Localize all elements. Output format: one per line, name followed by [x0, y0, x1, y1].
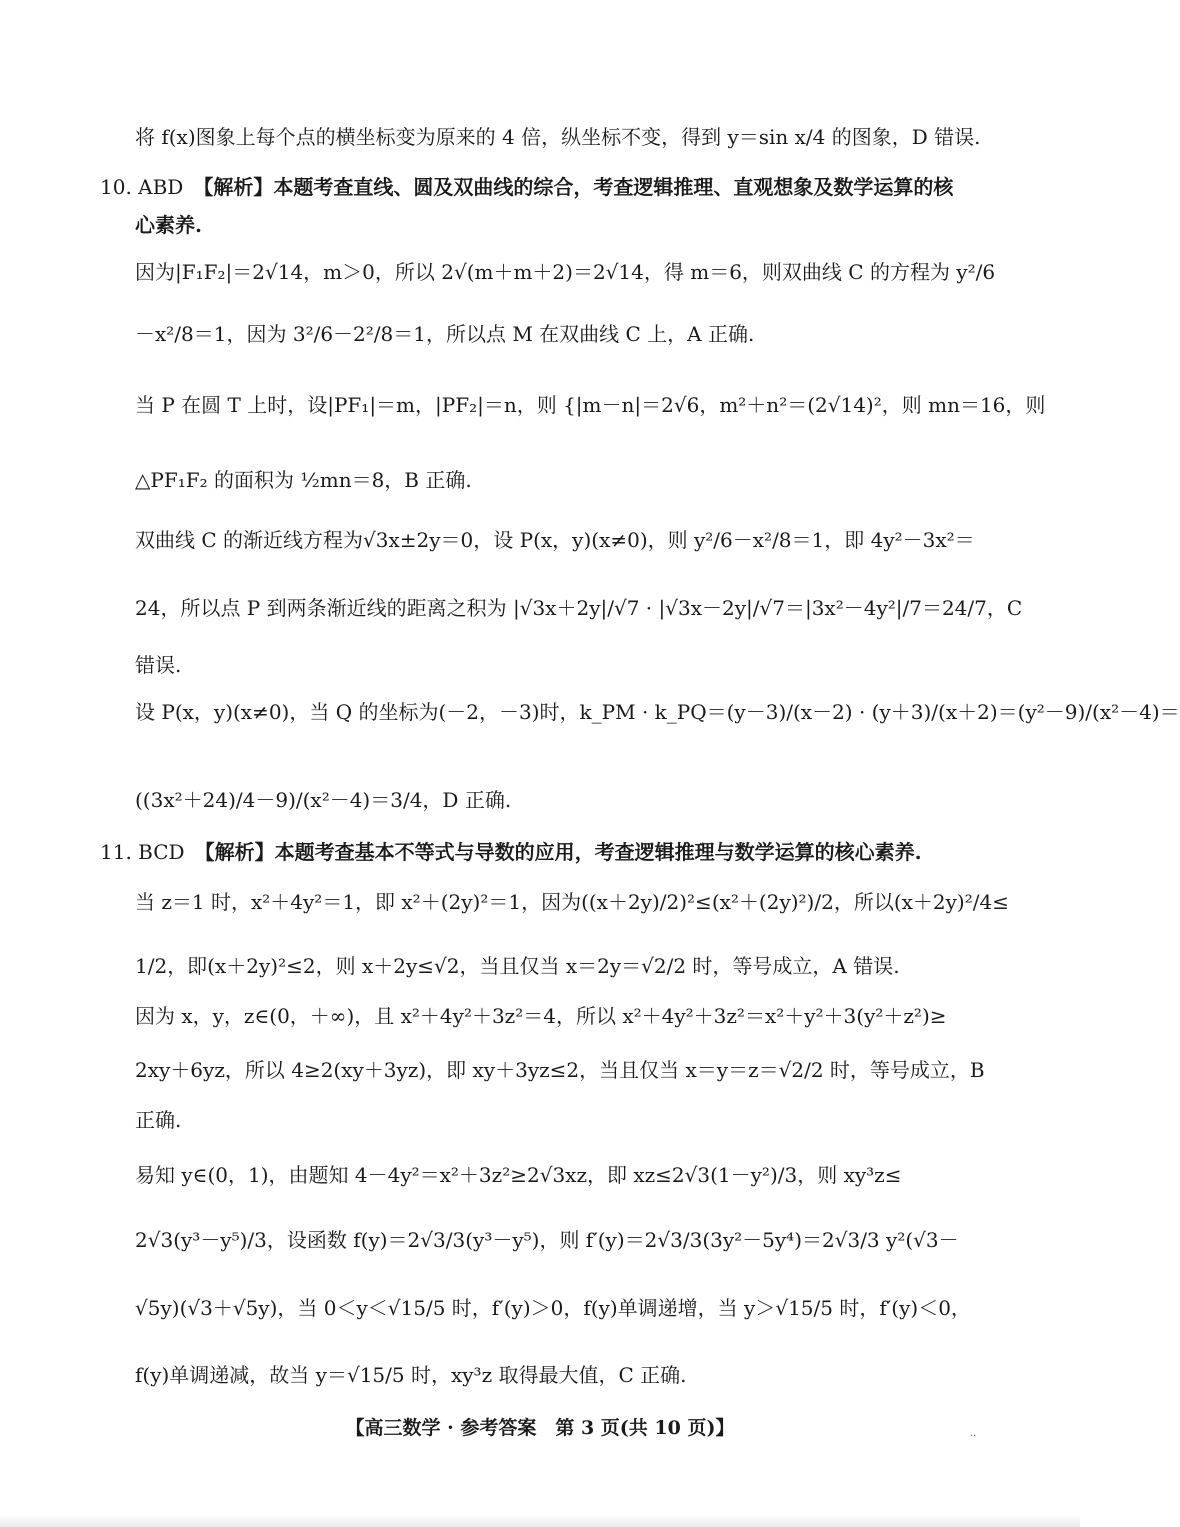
text-line: f(y)单调递减，故当 y＝√15/5 时，xy³z 取得最大值，C 正确. — [135, 1363, 687, 1387]
question-11-intro: 本题考查基本不等式与导数的应用，考查逻辑推理与数学运算的核心素养. — [274, 840, 922, 864]
text-line: 因为 x，y，z∈(0，＋∞)，且 x²＋4y²＋3z²＝4，所以 x²＋4y²＋3z²＝x²＋y²＋3(y²＋z²)≥ — [135, 1004, 947, 1028]
page-footer: 【高三数学 · 参考答案 第 3 页(共 10 页)】 — [345, 1417, 735, 1439]
question-11-number: 11. BCD — [100, 840, 185, 864]
text-line: 正确. — [135, 1108, 182, 1132]
text-line: 当 P 在圆 T 上时，设|PF₁|＝m，|PF₂|＝n，则 {|m－n|＝2√6，m²＋n²＝(2√14)²，则 mn＝16，则 — [135, 393, 1046, 417]
analysis-tag: 【解析】 — [194, 840, 275, 864]
text-line: 2xy＋6yz，所以 4≥2(xy＋3yz)，即 xy＋3yz≤2，当且仅当 x＝y＝z＝√2/2 时，等号成立，B — [135, 1058, 985, 1082]
question-10-number: 10. ABD — [100, 175, 184, 199]
text-line: －x²/8＝1，因为 3²/6－2²/8＝1，所以点 M 在双曲线 C 上，A 正确. — [135, 322, 755, 346]
text-line: ((3x²＋24)/4－9)/(x²－4)＝3/4，D 正确. — [135, 788, 512, 812]
text-line: 24，所以点 P 到两条渐近线的距离之积为 |√3x＋2y|/√7 · |√3x－2y|/√7＝|3x²－4y²|/7＝24/7，C — [135, 596, 1023, 620]
text-line: 2√3(y³－y⁵)/3，设函数 f(y)＝2√3/3(y³－y⁵)，则 f′(y)＝2√3/3(3y²－5y⁴)＝2√3/3 y²(√3－ — [135, 1228, 959, 1252]
text-line: 将 f(x)图象上每个点的横坐标变为原来的 4 倍，纵坐标不变，得到 y＝sin x/4 的图象，D 错误. — [135, 125, 981, 149]
question-10-header — [100, 167, 980, 207]
text-line: 易知 y∈(0，1)，由题知 4－4y²＝x²＋3z²≥2√3xz，即 xz≤2√3(1－y²)/3，则 xy³z≤ — [135, 1163, 902, 1187]
question-11-header — [100, 832, 980, 872]
text-line: 因为|F₁F₂|＝2√14，m＞0，所以 2√(m＋m＋2)＝2√14，得 m＝6，则双曲线 C 的方程为 y²/6 — [135, 260, 996, 284]
analysis-tag: 【解析】 — [193, 175, 274, 199]
text-line: √5y)(√3＋√5y)，当 0＜y＜√15/5 时，f′(y)＞0，f(y)单调递增，当 y＞√15/5 时，f′(y)＜0， — [135, 1296, 971, 1320]
question-10-intro: 本题考查直线、圆及双曲线的综合，考查逻辑推理、直观想象及数学运算的核 — [273, 175, 954, 199]
text-line: △PF₁F₂ 的面积为 ½mn＝8，B 正确. — [135, 468, 472, 492]
scan-edge — [0, 1515, 1080, 1527]
corner-mark: .. — [970, 1428, 977, 1439]
text-line: 设 P(x，y)(x≠0)，当 Q 的坐标为(－2，－3)时，k_PM · k_PQ＝(y－3)/(x－2) · (y＋3)/(x＋2)＝(y²－9)/(x²－4)＝ — [135, 700, 1180, 724]
text-line: 1/2，即(x＋2y)²≤2，则 x＋2y≤√2，当且仅当 x＝2y＝√2/2 时，等号成立，A 错误. — [135, 954, 900, 978]
text-line: 当 z＝1 时，x²＋4y²＝1，即 x²＋(2y)²＝1，因为((x＋2y)/2)²≤(x²＋(2y)²)/2，所以(x＋2y)²/4≤ — [135, 890, 1009, 914]
text-line: 错误. — [135, 653, 182, 677]
text-line: 双曲线 C 的渐近线方程为√3x±2y＝0，设 P(x，y)(x≠0)，则 y²/6－x²/8＝1，即 4y²－3x²＝ — [135, 528, 975, 552]
question-10-intro-cont: 心素养. — [135, 213, 202, 237]
